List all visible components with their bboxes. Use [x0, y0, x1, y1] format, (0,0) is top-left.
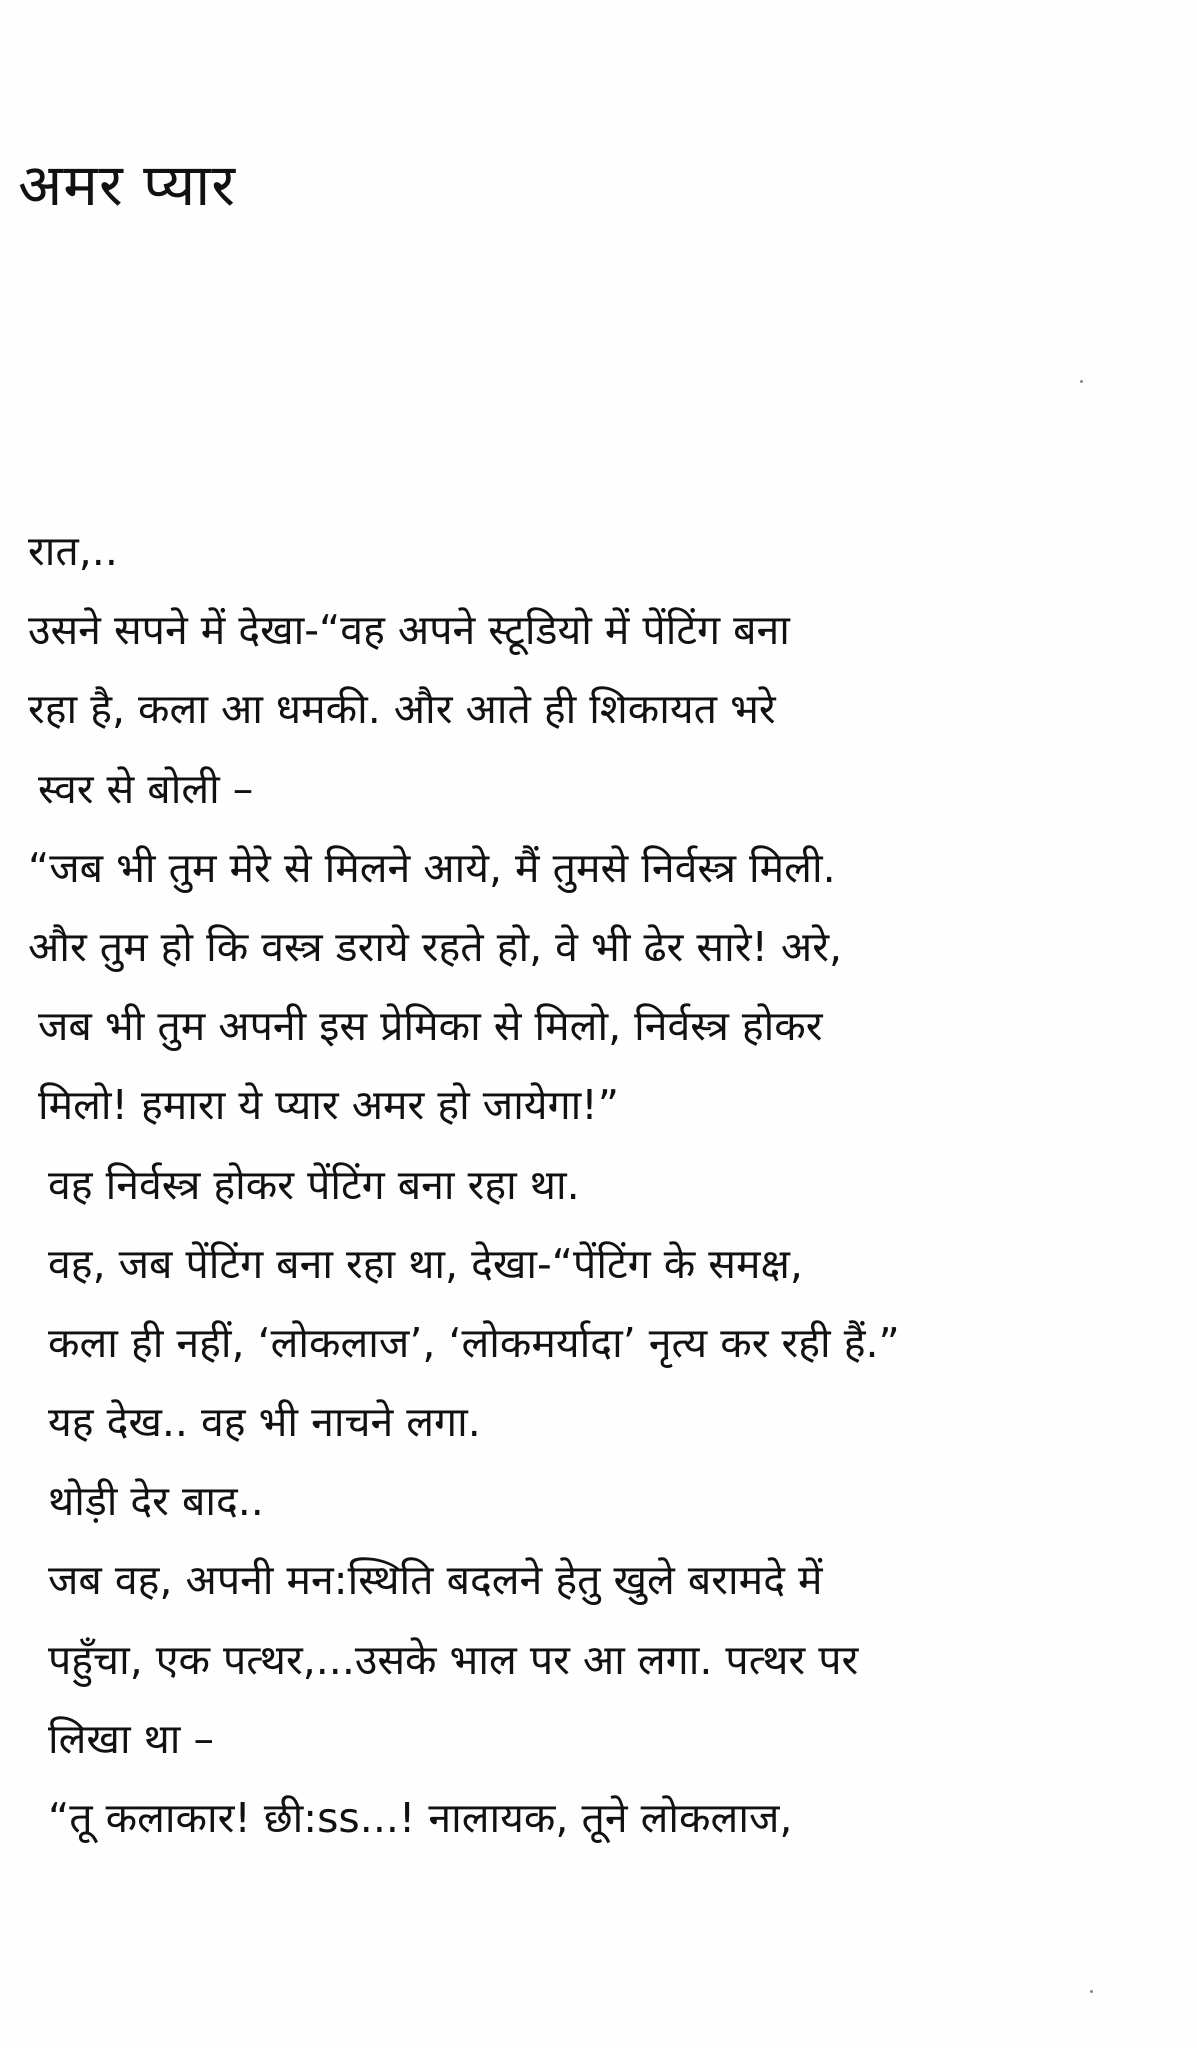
- story-line: लिखा था –: [48, 1714, 214, 1763]
- story-line: वह निर्वस्त्र होकर पेंटिंग बना रहा था.: [48, 1160, 580, 1209]
- story-line: थोड़ी देर बाद..: [48, 1477, 264, 1526]
- story-line: स्वर से बोली –: [38, 764, 254, 813]
- story-line: रहा है, कला आ धमकी. और आते ही शिकायत भरे: [28, 685, 776, 734]
- story-body: [28, 512, 1158, 1858]
- paper-speck: [1080, 380, 1083, 383]
- story-line: कला ही नहीं, ‘लोकलाज’, ‘लोकमर्यादा’ नृत्य कर रही हैं.”: [48, 1318, 900, 1367]
- story-line: जब वह, अपनी मन:स्थिति बदलने हेतु खुले बरामदे में: [48, 1556, 823, 1605]
- story-line: “जब भी तुम मेरे से मिलने आये, मैं तुमसे निर्वस्त्र मिली.: [28, 843, 836, 892]
- story-line: यह देख.. वह भी नाचने लगा.: [48, 1398, 481, 1447]
- story-title: अमर प्यार: [18, 151, 236, 219]
- story-line: उसने सपने में देखा-“वह अपने स्टूडियो में पेंटिंग बना: [28, 606, 790, 655]
- story-line: जब भी तुम अपनी इस प्रेमिका से मिलो, निर्वस्त्र होकर: [38, 1002, 823, 1051]
- story-line: पहुँचा, एक पत्थर,...उसके भाल पर आ लगा. पत्थर पर: [48, 1635, 859, 1684]
- story-line: “तू कलाकार! छी:ss...! नालायक, तूने लोकलाज,: [48, 1794, 793, 1842]
- paper-speck: [1090, 1990, 1093, 1993]
- story-line: और तुम हो कि वस्त्र डराये रहते हो, वे भी ढेर सारे! अरे,: [28, 922, 843, 971]
- story-line: वह, जब पेंटिंग बना रहा था, देखा-“पेंटिंग के समक्ष,: [48, 1239, 803, 1288]
- story-line: मिलो! हमारा ये प्यार अमर हो जायेगा!”: [38, 1081, 619, 1130]
- story-line: रात,..: [28, 527, 118, 575]
